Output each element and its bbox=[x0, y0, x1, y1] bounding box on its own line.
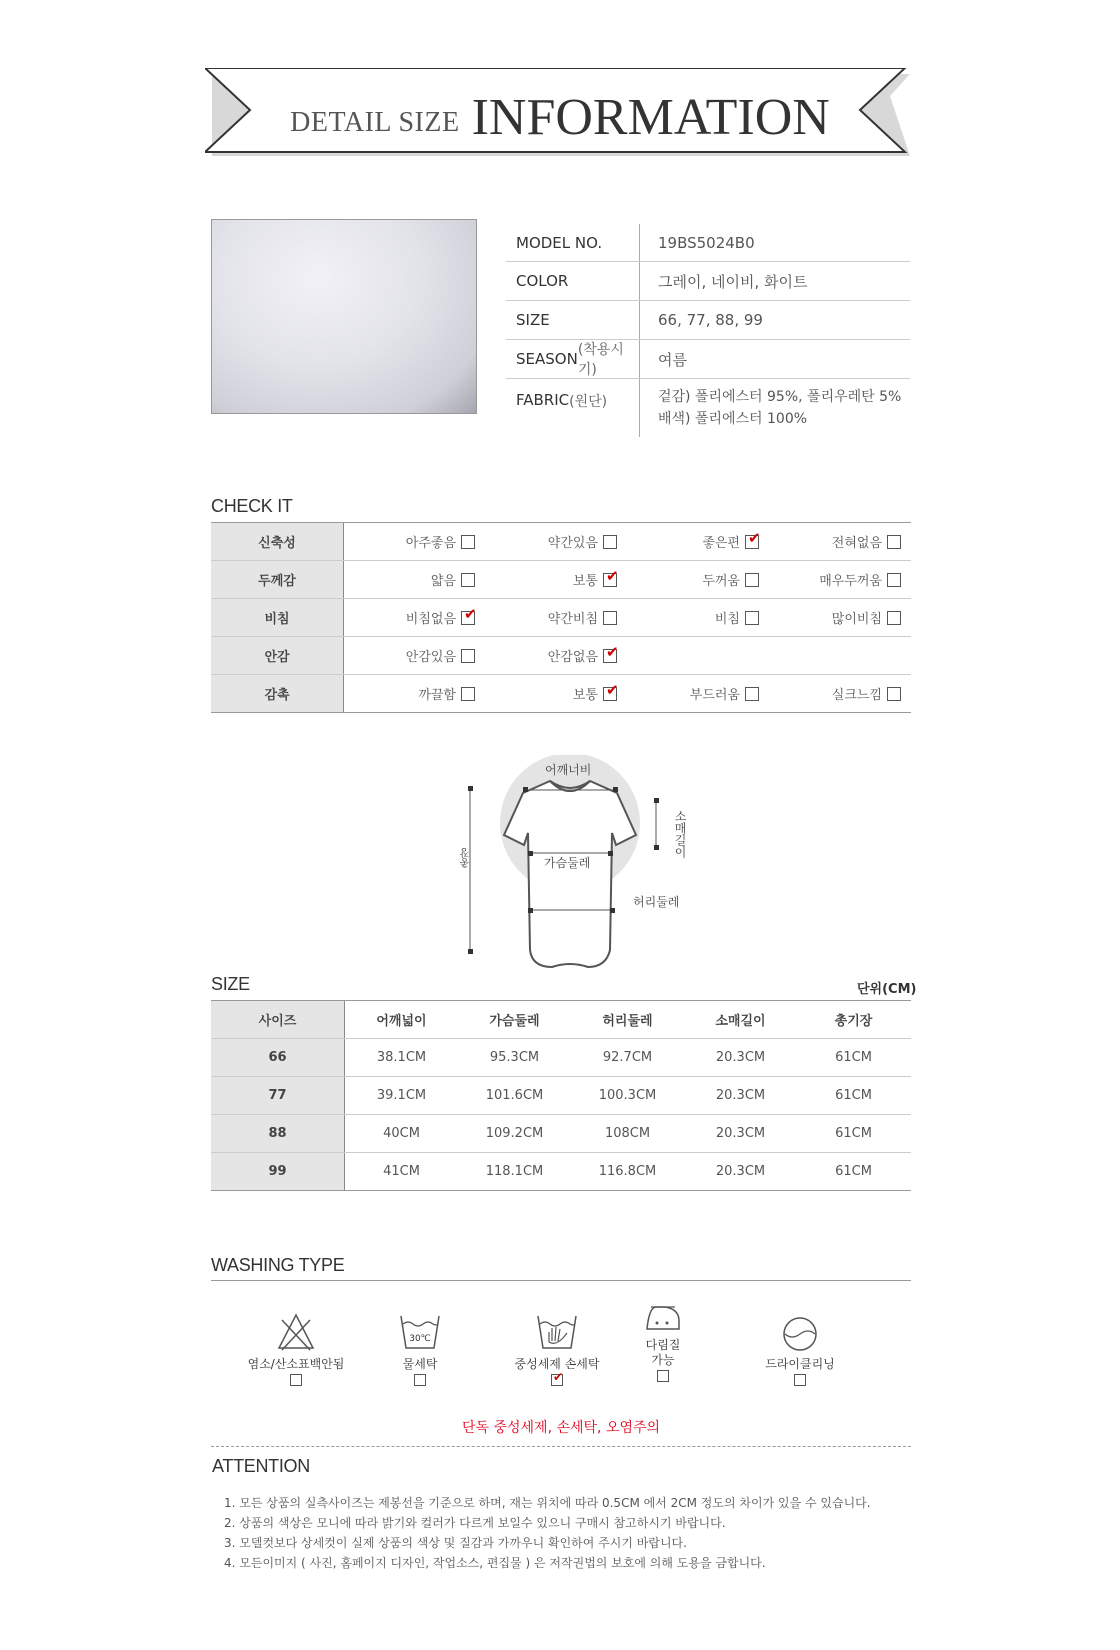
wash-label: 물세탁 bbox=[402, 1357, 438, 1371]
size-cell: 77 bbox=[211, 1077, 345, 1114]
size-cell: 109.2CM bbox=[485, 1126, 544, 1141]
check-row bbox=[211, 675, 911, 712]
check-option-checkbox[interactable] bbox=[887, 687, 901, 701]
check-option-checkbox[interactable] bbox=[603, 680, 619, 701]
check-option bbox=[344, 675, 475, 712]
check-option bbox=[475, 561, 617, 598]
size-header-cell: 어깨넓이 bbox=[376, 1014, 427, 1029]
water-wash-icon bbox=[398, 1312, 442, 1352]
wash-checkbox[interactable] bbox=[414, 1374, 426, 1386]
attention-item: 3. 모델컷보다 상세컷이 실제 상품의 색상 및 질감과 가까우니 확인하여 주시기 바랍니다. bbox=[224, 1536, 687, 1550]
check-mark-icon: ✔ bbox=[464, 604, 477, 623]
attention-item: 2. 상품의 색상은 모니에 따라 밝기와 컬러가 다르게 보일수 있으니 구매시 참고하시기 바랍니다. bbox=[224, 1516, 726, 1530]
size-cell: 38.1CM bbox=[376, 1050, 427, 1065]
check-option-label: 안감없음 bbox=[547, 650, 598, 665]
check-option-checkbox[interactable] bbox=[603, 566, 619, 587]
size-cell: 108CM bbox=[604, 1126, 651, 1141]
info-key-text: MODEL NO. bbox=[516, 233, 603, 252]
size-unit: 단위(CM) bbox=[857, 982, 917, 997]
check-option-label: 실크느낌 bbox=[831, 688, 882, 703]
size-cell: 39.1CM bbox=[376, 1088, 427, 1103]
check-option-label: 까끌함 bbox=[418, 688, 456, 703]
check-option bbox=[475, 675, 617, 712]
product-info-table bbox=[506, 224, 910, 437]
check-option bbox=[344, 561, 475, 598]
banner-big-text: INFORMATION bbox=[471, 88, 830, 146]
check-option-label: 전혀없음 bbox=[831, 536, 882, 551]
attention-item: 4. 모든이미지 ( 사진, 홈페이지 디자인, 작업소스, 편집물 ) 은 저작권법의 보호에 의해 도용을 금합니다. bbox=[224, 1556, 766, 1570]
check-option-checkbox[interactable] bbox=[461, 604, 477, 625]
check-row bbox=[211, 599, 911, 637]
wash-label: 중성세제 손세탁 bbox=[514, 1357, 600, 1371]
check-option-label: 비침없음 bbox=[405, 612, 456, 627]
check-option-label: 좋은편 bbox=[702, 536, 740, 551]
check-option-label: 얇음 bbox=[430, 574, 456, 589]
check-mark-icon: ✔ bbox=[748, 528, 761, 547]
size-section-title: SIZE bbox=[211, 974, 250, 994]
info-key bbox=[506, 224, 640, 261]
diagram-label-chest: 가슴둘레 bbox=[544, 856, 591, 870]
check-option bbox=[344, 599, 475, 636]
check-option-checkbox[interactable] bbox=[745, 573, 759, 587]
info-key bbox=[506, 262, 640, 300]
info-key bbox=[506, 301, 640, 339]
wash-label-2: 가능 bbox=[651, 1353, 675, 1367]
check-option bbox=[344, 523, 475, 560]
attention-item: 1. 모든 상품의 실측사이즈는 제봉선을 기준으로 하며, 재는 위치에 따라 0.5CM 에서 2CM 정도의 차이가 있을 수 있습니다. bbox=[224, 1496, 871, 1510]
wash-checkbox[interactable] bbox=[657, 1370, 669, 1382]
wash-item-dry-clean bbox=[755, 1316, 845, 1386]
check-option-checkbox[interactable] bbox=[745, 687, 759, 701]
size-row bbox=[211, 1115, 911, 1153]
iron-icon bbox=[641, 1295, 685, 1335]
diagram-label-shoulder: 어깨너비 bbox=[545, 763, 592, 777]
check-section-title: CHECK IT bbox=[211, 496, 293, 516]
check-option bbox=[475, 637, 617, 674]
check-row bbox=[211, 561, 911, 599]
size-table bbox=[211, 1000, 911, 1191]
size-cell: 66 bbox=[211, 1039, 345, 1076]
wash-label: 다림질 bbox=[645, 1338, 681, 1352]
info-value bbox=[640, 301, 910, 339]
check-category: 신축성 bbox=[211, 523, 344, 560]
attention-section-title: ATTENTION bbox=[212, 1456, 310, 1476]
size-header-row bbox=[211, 1001, 911, 1039]
size-row bbox=[211, 1039, 911, 1077]
size-cell: 116.8CM bbox=[598, 1164, 657, 1179]
info-value bbox=[640, 262, 910, 300]
size-cell: 20.3CM bbox=[715, 1126, 766, 1141]
info-key-sub: (착용시기) bbox=[577, 342, 624, 378]
size-cell: 61CM bbox=[835, 1088, 872, 1103]
info-value-text: 겉감) 폴리에스터 95%, 폴리우레탄 5% bbox=[658, 389, 902, 405]
check-option-label: 보통 bbox=[572, 688, 598, 703]
check-mark-icon: ✔ bbox=[553, 1370, 564, 1384]
check-option bbox=[475, 599, 617, 636]
wash-checkbox[interactable] bbox=[290, 1374, 302, 1386]
check-option-label: 두꺼움 bbox=[702, 574, 740, 589]
check-option-checkbox[interactable] bbox=[461, 535, 475, 549]
diagram-label-sleeve: 소매길이 bbox=[673, 810, 687, 858]
check-option bbox=[759, 561, 901, 598]
info-value bbox=[640, 340, 910, 378]
size-cell: 20.3CM bbox=[715, 1164, 766, 1179]
info-key-text: SIZE bbox=[516, 311, 550, 329]
wash-item-hand bbox=[502, 1306, 612, 1386]
size-cell: 101.6CM bbox=[485, 1088, 544, 1103]
check-row bbox=[211, 523, 911, 561]
attention-list bbox=[224, 1493, 871, 1573]
info-key bbox=[506, 340, 640, 378]
check-mark-icon: ✔ bbox=[606, 642, 619, 661]
no-bleach-icon bbox=[276, 1312, 316, 1352]
check-option-label: 약간비침 bbox=[547, 612, 598, 627]
wash-item-water bbox=[390, 1312, 450, 1386]
check-mark-icon: ✔ bbox=[606, 680, 619, 699]
diagram-label-length: 총장 bbox=[461, 848, 472, 868]
dry-clean-icon bbox=[780, 1316, 820, 1352]
wash-item-iron bbox=[633, 1295, 693, 1382]
info-key bbox=[506, 379, 640, 437]
info-key-text: SEASON bbox=[516, 350, 578, 368]
check-option-label: 많이비침 bbox=[831, 612, 882, 627]
info-row-size bbox=[506, 301, 910, 340]
size-cell: 95.3CM bbox=[489, 1050, 540, 1065]
diagram-label-waist: 허리둘레 bbox=[633, 895, 680, 909]
banner-title bbox=[210, 72, 910, 162]
info-value bbox=[640, 379, 910, 437]
size-cell: 88 bbox=[211, 1115, 345, 1152]
check-option-checkbox[interactable] bbox=[461, 687, 475, 701]
size-header-cell: 소매길이 bbox=[715, 1014, 766, 1029]
info-key-text: FABRIC bbox=[516, 391, 570, 409]
check-option bbox=[617, 599, 759, 636]
info-value-text: 여름 bbox=[658, 350, 687, 369]
info-key-sub: (원단) bbox=[569, 394, 608, 410]
attention-divider bbox=[211, 1446, 911, 1447]
check-row bbox=[211, 637, 911, 675]
check-option bbox=[617, 675, 759, 712]
check-option bbox=[759, 675, 901, 712]
hand-wash-icon bbox=[535, 1306, 579, 1352]
size-cell: 41CM bbox=[383, 1164, 420, 1179]
size-cell: 118.1CM bbox=[485, 1164, 544, 1179]
check-option bbox=[759, 599, 901, 636]
check-option-checkbox[interactable] bbox=[461, 649, 475, 663]
size-cell: 40CM bbox=[383, 1126, 420, 1141]
check-option-label: 아주좋음 bbox=[405, 536, 456, 551]
check-option-checkbox[interactable] bbox=[745, 611, 759, 625]
check-category: 두께감 bbox=[211, 561, 344, 598]
check-category: 안감 bbox=[211, 637, 344, 674]
check-option-checkbox[interactable] bbox=[887, 573, 901, 587]
wash-label: 염소/산소표백안됨 bbox=[247, 1357, 345, 1371]
info-value-text: 66, 77, 88, 99 bbox=[658, 311, 763, 329]
check-option-checkbox[interactable] bbox=[887, 611, 901, 625]
info-row-fabric bbox=[506, 379, 910, 437]
washing-divider bbox=[211, 1280, 911, 1281]
check-option bbox=[617, 561, 759, 598]
wash-item-no-bleach bbox=[243, 1312, 349, 1386]
wash-checkbox[interactable] bbox=[794, 1374, 806, 1386]
wash-label: 드라이클리닝 bbox=[765, 1357, 835, 1371]
svg-text:30℃: 30℃ bbox=[409, 1334, 431, 1344]
check-option bbox=[617, 523, 759, 560]
info-key-text: COLOR bbox=[516, 272, 569, 290]
wash-checkbox[interactable] bbox=[551, 1370, 564, 1386]
washing-section-title: WASHING TYPE bbox=[211, 1255, 345, 1275]
size-row bbox=[211, 1077, 911, 1115]
check-option-checkbox[interactable] bbox=[603, 535, 617, 549]
check-option-checkbox[interactable] bbox=[461, 573, 475, 587]
check-option-label: 보통 bbox=[572, 574, 598, 589]
check-option-checkbox[interactable] bbox=[603, 642, 619, 663]
check-option bbox=[344, 637, 475, 674]
check-option-checkbox[interactable] bbox=[745, 528, 761, 549]
check-option-label: 비침 bbox=[714, 612, 740, 627]
washing-note: 단독 중성세제, 손세탁, 오염주의 bbox=[461, 1420, 661, 1436]
banner-small-text: DETAIL SIZE bbox=[290, 107, 460, 138]
info-value bbox=[640, 224, 910, 261]
info-value-text-2: 배색) 폴리에스터 100% bbox=[658, 411, 808, 427]
size-header-cell: 사이즈 bbox=[211, 1001, 345, 1038]
size-cell: 100.3CM bbox=[598, 1088, 657, 1103]
size-cell: 92.7CM bbox=[602, 1050, 653, 1065]
check-category: 감촉 bbox=[211, 675, 344, 712]
info-row-season bbox=[506, 340, 910, 379]
check-mark-icon: ✔ bbox=[606, 566, 619, 585]
check-option-checkbox[interactable] bbox=[603, 611, 617, 625]
check-option-label: 안감있음 bbox=[405, 650, 456, 665]
check-option-checkbox[interactable] bbox=[887, 535, 901, 549]
size-header-cell: 허리둘레 bbox=[602, 1014, 653, 1029]
info-row-model bbox=[506, 224, 910, 262]
size-cell: 61CM bbox=[835, 1164, 872, 1179]
size-header-cell: 총기장 bbox=[834, 1014, 873, 1029]
check-category: 비침 bbox=[211, 599, 344, 636]
size-cell: 99 bbox=[211, 1153, 345, 1190]
size-cell: 20.3CM bbox=[715, 1088, 766, 1103]
check-option-label: 약간있음 bbox=[547, 536, 598, 551]
info-row-color bbox=[506, 262, 910, 301]
size-row bbox=[211, 1153, 911, 1190]
check-option bbox=[759, 523, 901, 560]
info-value-text: 19BS5024B0 bbox=[658, 233, 755, 252]
check-option-label: 부드러움 bbox=[689, 688, 740, 703]
info-value-text: 그레이, 네이비, 화이트 bbox=[658, 272, 808, 291]
size-header-cell: 가슴둘레 bbox=[489, 1014, 540, 1029]
product-fabric-photo bbox=[211, 219, 477, 414]
check-table bbox=[211, 522, 911, 713]
check-option-label: 매우두꺼움 bbox=[819, 574, 882, 589]
check-option bbox=[475, 523, 617, 560]
size-cell: 61CM bbox=[835, 1050, 872, 1065]
size-cell: 61CM bbox=[835, 1126, 872, 1141]
size-cell: 20.3CM bbox=[715, 1050, 766, 1065]
